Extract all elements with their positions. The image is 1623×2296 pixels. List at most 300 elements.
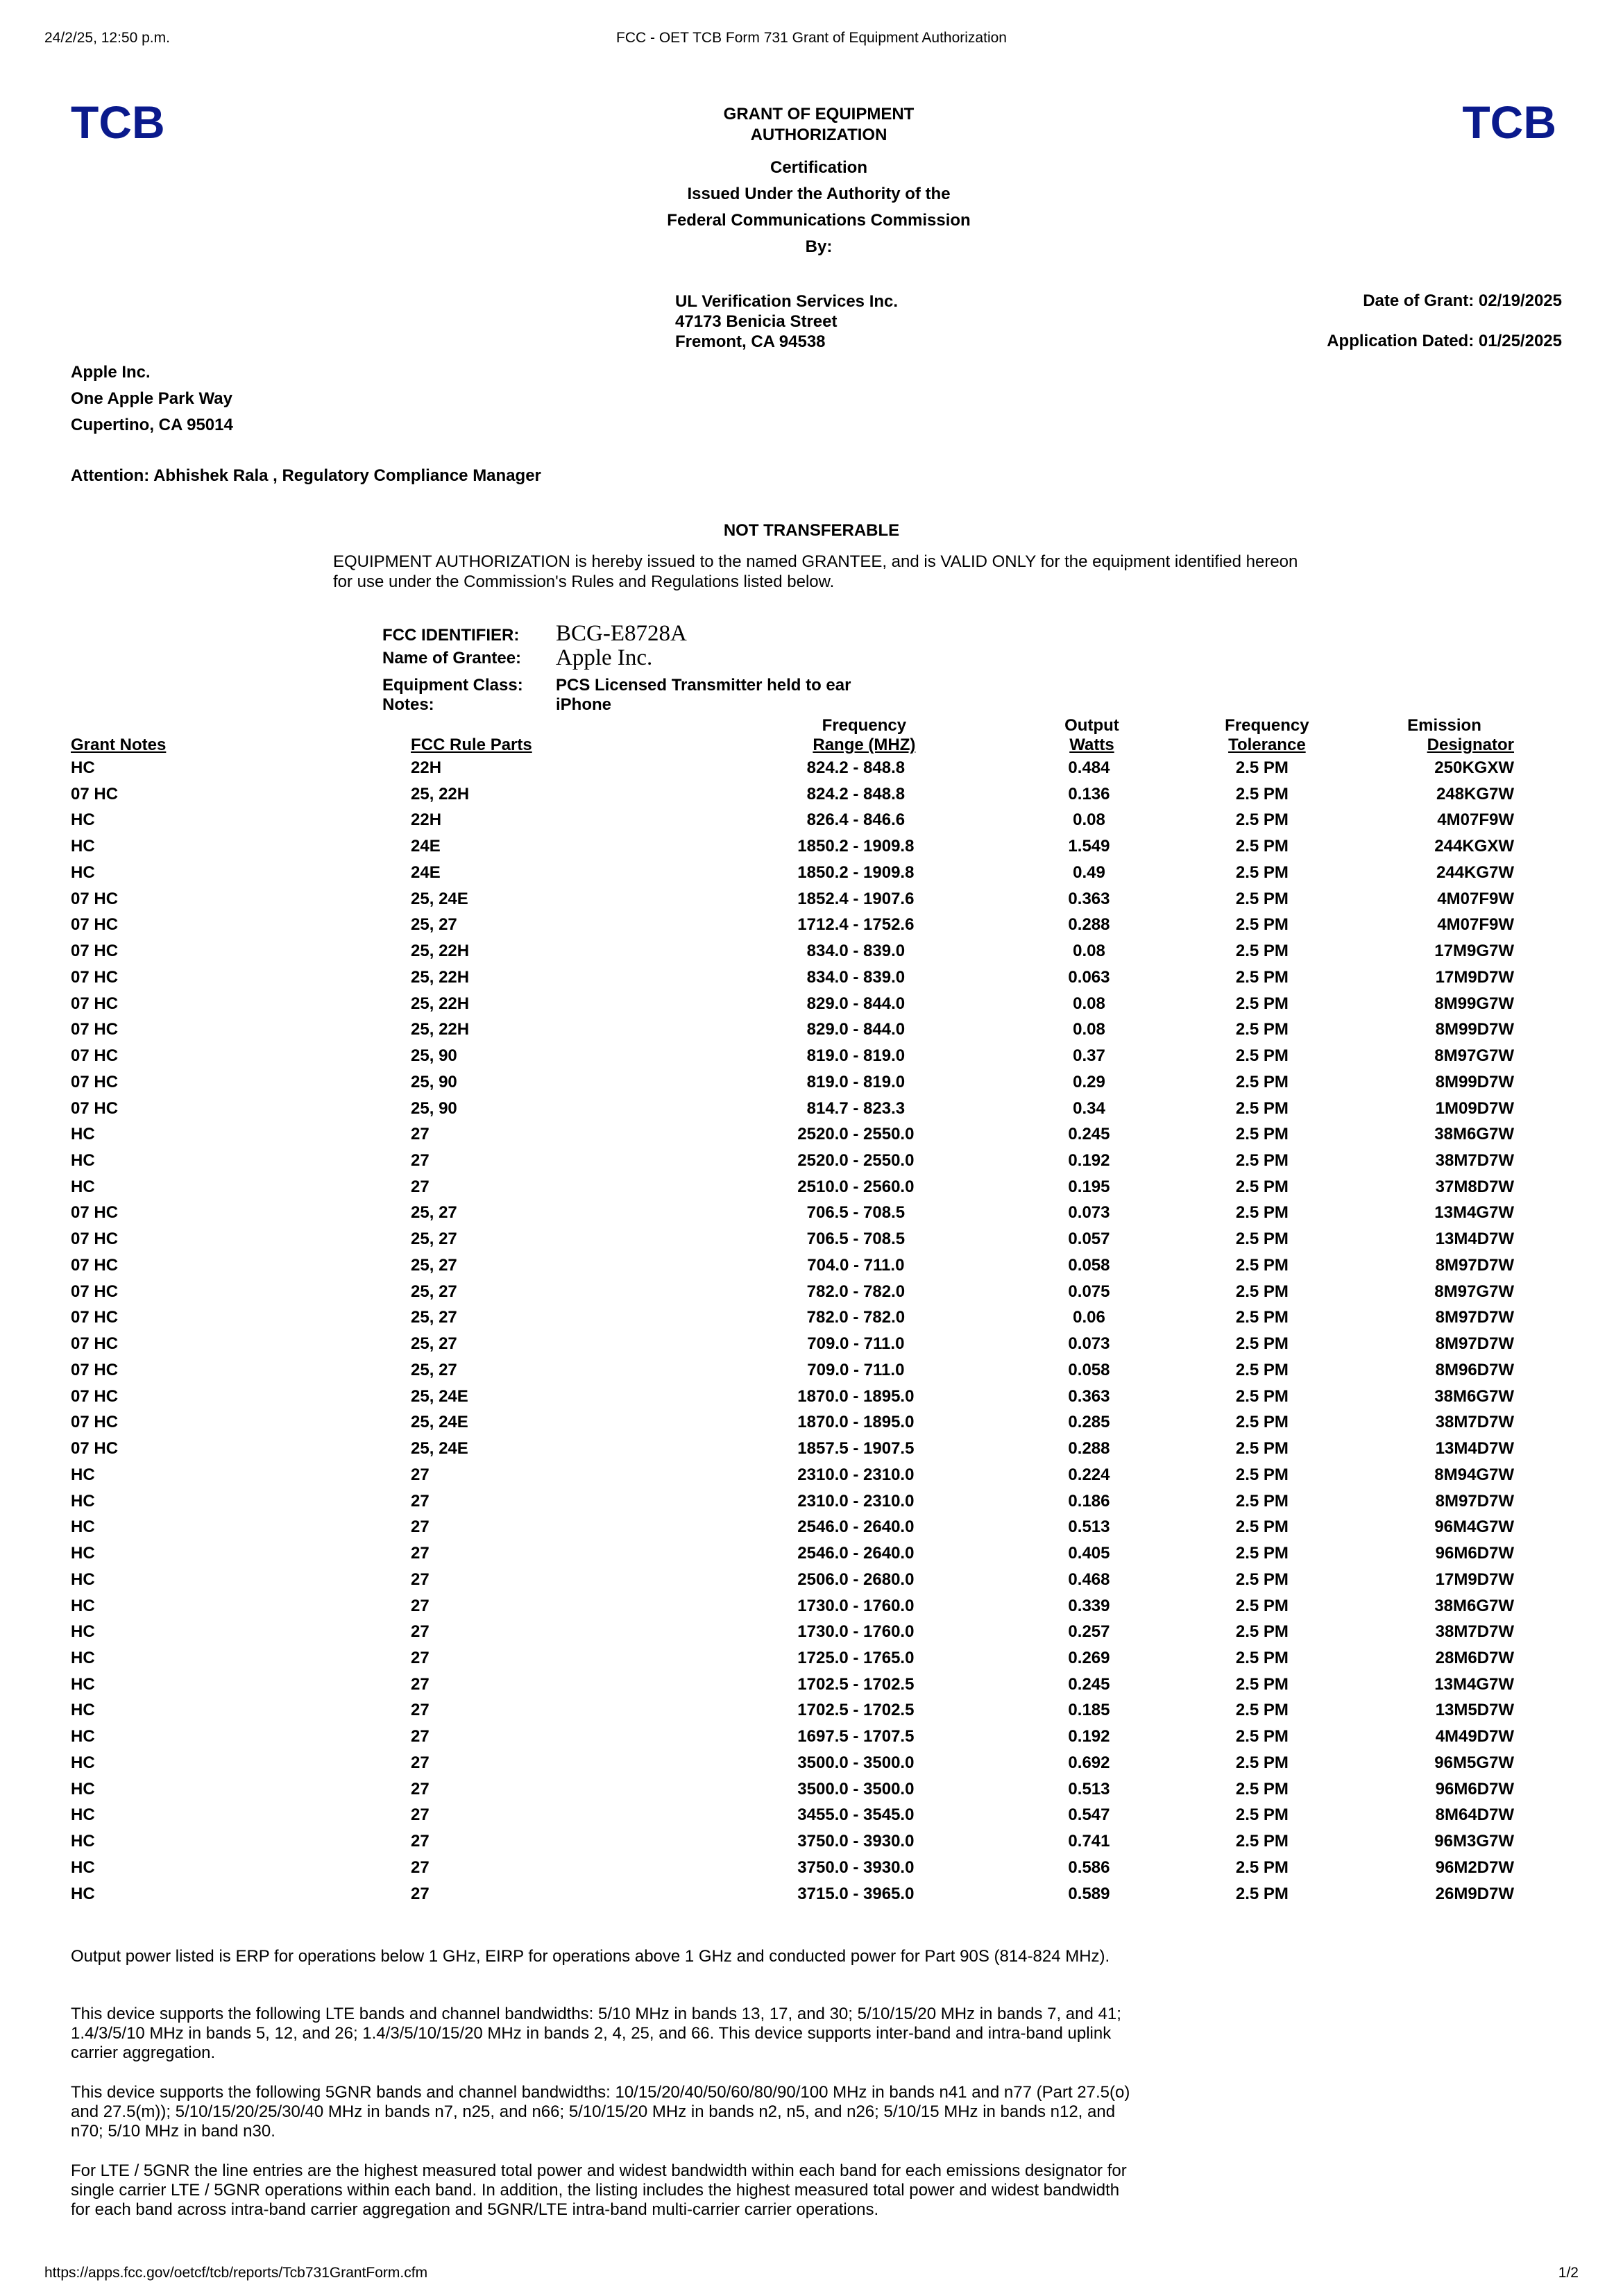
tolerance-cell: 2.5 PM	[1235, 1701, 1289, 1720]
issuer-street: 47173 Benicia Street	[675, 312, 838, 331]
emission-designator-cell: 13M4G7W	[1434, 1674, 1514, 1694]
table-row	[71, 1645, 1514, 1672]
header-output-line1: Output	[1064, 716, 1119, 735]
tolerance-cell: 2.5 PM	[1235, 1230, 1289, 1249]
table-row	[71, 1750, 1514, 1776]
emission-designator-cell: 244KGXW	[1434, 837, 1514, 856]
print-timestamp: 24/2/25, 12:50 p.m.	[44, 30, 170, 46]
output-watts-cell: 0.468	[1068, 1570, 1110, 1589]
grant-notes-cell: 07 HC	[71, 1386, 119, 1406]
rule-parts-cell: 25, 22H	[411, 784, 470, 803]
output-watts-cell: 0.08	[1073, 994, 1105, 1013]
rule-parts-cell: 25, 90	[411, 1072, 457, 1091]
tolerance-cell: 2.5 PM	[1235, 862, 1289, 882]
emission-designator-cell: 4M07F9W	[1437, 889, 1514, 908]
table-row	[71, 781, 1514, 808]
emission-designator-cell: 244KG7W	[1436, 862, 1514, 882]
emission-designator-cell: 1M09D7W	[1435, 1098, 1514, 1118]
table-row	[71, 807, 1514, 833]
table-row	[71, 1462, 1514, 1488]
tolerance-cell: 2.5 PM	[1235, 810, 1289, 830]
table-row	[71, 1776, 1514, 1803]
tcb-logo-left: TCB	[71, 96, 165, 148]
rule-parts-cell: 27	[411, 1727, 430, 1746]
tolerance-cell: 2.5 PM	[1235, 1596, 1289, 1615]
rule-parts-cell: 24E	[411, 862, 441, 882]
rule-parts-cell: 25, 27	[411, 1360, 457, 1379]
rule-parts-cell: 27	[411, 1832, 430, 1851]
rule-parts-cell: 27	[411, 1622, 430, 1642]
fcc-id-label: FCC IDENTIFIER:	[382, 626, 520, 645]
tolerance-cell: 2.5 PM	[1235, 1465, 1289, 1484]
grantee-value: Apple Inc.	[556, 645, 653, 670]
rule-parts-cell: 25, 27	[411, 1308, 457, 1327]
frequency-range-cell: 824.2 - 848.8	[806, 758, 906, 777]
output-watts-cell: 0.513	[1068, 1779, 1110, 1798]
frequency-range-cell: 834.0 - 839.0	[806, 967, 906, 987]
frequency-range-cell: 3500.0 - 3500.0	[797, 1779, 915, 1798]
authorization-statement: EQUIPMENT AUTHORIZATION is hereby issued to the named GRANTEE, and is VALID ONLY for the equipment identified hereon for use under the Commission's Rules and Regulations listed below.	[333, 552, 1298, 591]
grant-notes-cell: HC	[71, 1701, 95, 1720]
equipment-class-label: Equipment Class:	[382, 676, 523, 695]
header-frequency-range	[711, 715, 1001, 755]
grant-notes-cell: HC	[71, 1491, 95, 1511]
header-tolerance-line1: Frequency	[1225, 716, 1309, 735]
tolerance-cell: 2.5 PM	[1235, 1125, 1289, 1144]
output-watts-cell: 0.285	[1068, 1413, 1110, 1432]
table-row	[71, 1279, 1514, 1305]
tcb-logo-right: TCB	[1462, 96, 1556, 148]
output-watts-cell: 0.195	[1068, 1177, 1110, 1196]
tolerance-cell: 2.5 PM	[1235, 1832, 1289, 1851]
not-transferable-heading: NOT TRANSFERABLE	[723, 521, 900, 540]
emission-designator-cell: 8M97D7W	[1435, 1491, 1514, 1511]
output-watts-cell: 0.547	[1068, 1805, 1110, 1825]
grant-notes-cell: 07 HC	[71, 942, 119, 961]
frequency-range-cell: 2506.0 - 2680.0	[797, 1570, 915, 1589]
rule-parts-cell: 27	[411, 1125, 430, 1144]
emission-designator-cell: 96M5G7W	[1434, 1753, 1514, 1772]
table-row	[71, 833, 1514, 860]
issuer-name: UL Verification Services Inc.	[675, 292, 899, 311]
grant-title	[611, 104, 1027, 146]
emission-designator-cell: 13M5D7W	[1435, 1701, 1514, 1720]
header-emission-line1: Emission	[1407, 716, 1481, 735]
tolerance-cell: 2.5 PM	[1235, 1622, 1289, 1642]
tolerance-cell: 2.5 PM	[1235, 1177, 1289, 1196]
table-row	[71, 1724, 1514, 1750]
output-watts-cell: 0.288	[1068, 1439, 1110, 1459]
tolerance-cell: 2.5 PM	[1235, 1544, 1289, 1563]
grant-notes-cell: 07 HC	[71, 1255, 119, 1275]
table-row	[71, 1514, 1514, 1540]
tolerance-cell: 2.5 PM	[1235, 1727, 1289, 1746]
frequency-range-cell: 2546.0 - 2640.0	[797, 1544, 915, 1563]
table-row	[71, 860, 1514, 886]
certification-block	[611, 155, 1027, 260]
frequency-range-cell: 3750.0 - 3930.0	[797, 1857, 915, 1877]
output-watts-cell: 0.589	[1068, 1884, 1110, 1903]
notes-value: iPhone	[556, 695, 612, 714]
output-watts-cell: 0.339	[1068, 1596, 1110, 1615]
grant-notes-cell: HC	[71, 1779, 95, 1798]
frequency-range-cell: 1870.0 - 1895.0	[797, 1413, 915, 1432]
fcc-id-value: BCG-E8728A	[556, 621, 687, 646]
table-row	[71, 1121, 1514, 1148]
grant-notes-cell: HC	[71, 1674, 95, 1694]
rule-parts-cell: 25, 90	[411, 1098, 457, 1118]
tolerance-cell: 2.5 PM	[1235, 1779, 1289, 1798]
frequency-range-cell: 2510.0 - 2560.0	[797, 1177, 915, 1196]
issuer-city: Fremont, CA 94538	[675, 332, 826, 351]
rule-parts-cell: 27	[411, 1648, 430, 1667]
grant-notes-cell: 07 HC	[71, 1203, 119, 1223]
header-emission-line2: Designator	[1427, 735, 1514, 754]
attention-line: Attention: Abhishek Rala , Regulatory Compliance Manager	[71, 466, 541, 485]
tolerance-cell: 2.5 PM	[1235, 1072, 1289, 1091]
table-row	[71, 1828, 1514, 1855]
frequency-range-cell: 1702.5 - 1702.5	[797, 1674, 915, 1694]
note-output-power: Output power listed is ERP for operations below 1 GHz, EIRP for operations above 1 GHz and conducted power for Part 90S (814-824 MHz).	[71, 1947, 1110, 1966]
frequency-range-cell: 2310.0 - 2310.0	[797, 1491, 915, 1511]
table-row	[71, 1619, 1514, 1645]
rule-parts-cell: 25, 22H	[411, 967, 470, 987]
tolerance-cell: 2.5 PM	[1235, 1334, 1289, 1354]
output-watts-cell: 1.549	[1068, 837, 1110, 856]
grant-title-line2: AUTHORIZATION	[750, 126, 887, 144]
grant-notes-cell: 07 HC	[71, 967, 119, 987]
table-row	[71, 1252, 1514, 1279]
grantee-city: Cupertino, CA 95014	[71, 416, 233, 434]
emission-designator-cell: 38M6G7W	[1434, 1125, 1514, 1144]
grant-notes-cell: HC	[71, 758, 95, 777]
output-watts-cell: 0.192	[1068, 1727, 1110, 1746]
table-row	[71, 886, 1514, 912]
emission-designator-cell: 17M9G7W	[1434, 942, 1514, 961]
rule-parts-cell: 27	[411, 1779, 430, 1798]
frequency-range-cell: 1702.5 - 1702.5	[797, 1701, 915, 1720]
emission-designator-cell: 8M97D7W	[1435, 1334, 1514, 1354]
rule-parts-cell: 25, 22H	[411, 942, 470, 961]
frequency-range-cell: 706.5 - 708.5	[806, 1230, 906, 1249]
rule-parts-cell: 22H	[411, 758, 442, 777]
rule-parts-cell: 25, 27	[411, 1255, 457, 1275]
grant-notes-cell: HC	[71, 1125, 95, 1144]
grant-notes-cell: 07 HC	[71, 994, 119, 1013]
emission-designator-cell: 26M9D7W	[1435, 1884, 1514, 1903]
table-row	[71, 1069, 1514, 1096]
output-watts-cell: 0.741	[1068, 1832, 1110, 1851]
frequency-range-cell: 709.0 - 711.0	[807, 1334, 905, 1354]
emission-designator-cell: 8M99D7W	[1435, 1020, 1514, 1039]
frequency-range-cell: 782.0 - 782.0	[806, 1308, 906, 1327]
tolerance-cell: 2.5 PM	[1235, 889, 1289, 908]
emission-designator-cell: 8M97G7W	[1434, 1282, 1514, 1301]
tolerance-cell: 2.5 PM	[1235, 967, 1289, 987]
frequency-range-cell: 824.2 - 848.8	[806, 784, 906, 803]
table-row	[71, 1567, 1514, 1593]
output-watts-cell: 0.058	[1068, 1255, 1110, 1275]
table-row	[71, 1304, 1514, 1331]
grant-notes-cell: 07 HC	[71, 1413, 119, 1432]
frequency-range-cell: 819.0 - 819.0	[806, 1072, 906, 1091]
rule-parts-cell: 25, 24E	[411, 1439, 468, 1459]
tolerance-cell: 2.5 PM	[1235, 1491, 1289, 1511]
certification-line: Federal Communications Commission	[667, 211, 971, 230]
emission-designator-cell: 96M6D7W	[1435, 1544, 1514, 1563]
output-watts-cell: 0.363	[1068, 1386, 1110, 1406]
grant-notes-cell: HC	[71, 1517, 95, 1537]
emission-designator-cell: 8M97D7W	[1435, 1308, 1514, 1327]
certification-line: By:	[805, 237, 833, 256]
note-lte-bands: This device supports the following LTE bands and channel bandwidths: 5/10 MHz in bands 13, 17, and 30; 5/10/15/20 MHz in bands 7, and 41; 1.4/3/5/10 MHz in bands 5, 12, and 26; 1.4/3/5/10/15/20 MHz in bands 2, 4, 25, and 66. This device supports inter-band and intra-band uplink carrier aggregation.	[71, 2005, 1121, 2062]
output-watts-cell: 0.073	[1068, 1334, 1110, 1354]
header-grant-notes	[71, 715, 411, 755]
grant-title-line1: GRANT OF EQUIPMENT	[723, 105, 915, 124]
frequency-range-cell: 2310.0 - 2310.0	[797, 1465, 915, 1484]
frequency-range-cell: 706.5 - 708.5	[806, 1203, 906, 1223]
frequency-range-cell: 1712.4 - 1752.6	[797, 915, 915, 935]
output-watts-cell: 0.075	[1068, 1282, 1110, 1301]
frequency-range-cell: 3455.0 - 3545.0	[797, 1805, 915, 1825]
header-grant-notes-label: Grant Notes	[71, 735, 167, 754]
table-row	[71, 1409, 1514, 1436]
grant-notes-cell: 07 HC	[71, 1308, 119, 1327]
emission-designator-cell: 8M64D7W	[1435, 1805, 1514, 1825]
frequency-range-cell: 814.7 - 823.3	[806, 1098, 906, 1118]
header-output-watts	[1001, 715, 1177, 755]
header-frequency-line1: Frequency	[822, 716, 907, 735]
grant-notes-cell: HC	[71, 1884, 95, 1903]
table-row	[71, 1043, 1514, 1069]
rule-parts-cell: 27	[411, 1517, 430, 1537]
rule-parts-cell: 25, 24E	[411, 1386, 468, 1406]
grantee-address	[71, 359, 233, 439]
grant-notes-cell: 07 HC	[71, 1072, 119, 1091]
table-row	[71, 1855, 1514, 1881]
grant-notes-cell: HC	[71, 1177, 95, 1196]
output-watts-cell: 0.058	[1068, 1360, 1110, 1379]
frequency-range-cell: 1852.4 - 1907.6	[797, 889, 915, 908]
tolerance-cell: 2.5 PM	[1235, 1282, 1289, 1301]
emission-designator-cell: 38M6G7W	[1434, 1596, 1514, 1615]
rule-parts-cell: 22H	[411, 810, 442, 830]
output-watts-cell: 0.37	[1073, 1046, 1105, 1066]
table-row	[71, 755, 1514, 781]
issuer-address	[675, 291, 898, 352]
emission-designator-cell: 96M4G7W	[1434, 1517, 1514, 1537]
certification-line: Certification	[770, 158, 867, 177]
grant-notes-cell: 07 HC	[71, 1282, 119, 1301]
header-frequency-line2: Range (MHZ)	[813, 735, 916, 754]
output-watts-cell: 0.08	[1073, 810, 1105, 830]
table-row	[71, 1881, 1514, 1907]
output-watts-cell: 0.29	[1073, 1072, 1105, 1091]
table-row	[71, 1540, 1514, 1567]
emission-designator-cell: 8M97G7W	[1434, 1046, 1514, 1066]
frequency-range-cell: 3715.0 - 3965.0	[797, 1884, 915, 1903]
rule-parts-cell: 25, 24E	[411, 889, 468, 908]
emission-designator-cell: 8M97D7W	[1435, 1255, 1514, 1275]
emission-designator-cell: 17M9D7W	[1435, 967, 1514, 987]
grant-notes-cell: HC	[71, 1857, 95, 1877]
rule-parts-cell: 25, 27	[411, 1282, 457, 1301]
tolerance-cell: 2.5 PM	[1235, 837, 1289, 856]
emission-designator-cell: 13M4G7W	[1434, 1203, 1514, 1223]
table-row	[71, 1697, 1514, 1724]
tolerance-cell: 2.5 PM	[1235, 915, 1289, 935]
output-watts-cell: 0.269	[1068, 1648, 1110, 1667]
grant-notes-cell: 07 HC	[71, 889, 119, 908]
tolerance-cell: 2.5 PM	[1235, 1203, 1289, 1223]
rule-parts-cell: 27	[411, 1884, 430, 1903]
rule-parts-cell: 25, 27	[411, 1334, 457, 1354]
equipment-class-value: PCS Licensed Transmitter held to ear	[556, 676, 851, 695]
frequency-range-cell: 3750.0 - 3930.0	[797, 1832, 915, 1851]
header-tolerance-line2: Tolerance	[1228, 735, 1306, 754]
grant-notes-cell: HC	[71, 1753, 95, 1772]
output-watts-cell: 0.513	[1068, 1517, 1110, 1537]
application-dated: Application Dated: 01/25/2025	[1327, 332, 1562, 350]
grant-notes-cell: 07 HC	[71, 1020, 119, 1039]
rule-parts-cell: 27	[411, 1544, 430, 1563]
table-row	[71, 1174, 1514, 1200]
output-watts-cell: 0.257	[1068, 1622, 1110, 1642]
grant-notes-cell: 07 HC	[71, 1230, 119, 1249]
print-page-title: FCC - OET TCB Form 731 Grant of Equipment Authorization	[616, 30, 1007, 46]
tolerance-cell: 2.5 PM	[1235, 758, 1289, 777]
output-watts-cell: 0.692	[1068, 1753, 1110, 1772]
emission-designator-cell: 96M2D7W	[1435, 1857, 1514, 1877]
certification-line: Issued Under the Authority of the	[687, 185, 951, 203]
tolerance-cell: 2.5 PM	[1235, 1439, 1289, 1459]
header-frequency-tolerance	[1178, 715, 1347, 755]
output-watts-cell: 0.363	[1068, 889, 1110, 908]
grant-notes-cell: HC	[71, 1596, 95, 1615]
grant-notes-cell: 07 HC	[71, 1439, 119, 1459]
grantee-label: Name of Grantee:	[382, 649, 522, 667]
grantee-street: One Apple Park Way	[71, 389, 232, 408]
grant-notes-cell: HC	[71, 1727, 95, 1746]
print-page-number: 1/2	[1558, 2265, 1579, 2281]
table-row	[71, 1200, 1514, 1226]
output-watts-cell: 0.063	[1068, 967, 1110, 987]
rule-parts-cell: 25, 24E	[411, 1413, 468, 1432]
tolerance-cell: 2.5 PM	[1235, 1308, 1289, 1327]
frequency-range-cell: 1730.0 - 1760.0	[797, 1622, 915, 1642]
grant-notes-cell: HC	[71, 1544, 95, 1563]
grant-notes-cell: HC	[71, 1570, 95, 1589]
table-row	[71, 991, 1514, 1017]
output-watts-cell: 0.057	[1068, 1230, 1110, 1249]
table-row	[71, 964, 1514, 991]
grant-notes-cell: 07 HC	[71, 1098, 119, 1118]
output-watts-cell: 0.073	[1068, 1203, 1110, 1223]
emission-designator-cell: 28M6D7W	[1435, 1648, 1514, 1667]
frequency-range-cell: 1857.5 - 1907.5	[797, 1439, 915, 1459]
tolerance-cell: 2.5 PM	[1235, 942, 1289, 961]
table-row	[71, 1017, 1514, 1043]
output-watts-cell: 0.245	[1068, 1125, 1110, 1144]
frequency-range-cell: 2520.0 - 2550.0	[797, 1125, 915, 1144]
rule-parts-cell: 25, 27	[411, 915, 457, 935]
output-watts-cell: 0.484	[1068, 758, 1110, 777]
table-row	[71, 1331, 1514, 1357]
table-row	[71, 1593, 1514, 1619]
note-measurement-method: For LTE / 5GNR the line entries are the highest measured total power and widest bandwidth within each band for each emissions designator for single carrier LTE / 5GNR operations within each band. In addition, the listing includes the highest measured total power and widest bandwidth for each band across intra-band carrier aggregation and 5GNR/LTE intra-band multi-carrier carrier operations.	[71, 2161, 1127, 2219]
emission-designator-cell: 8M94G7W	[1434, 1465, 1514, 1484]
output-watts-cell: 0.405	[1068, 1544, 1110, 1563]
table-row	[71, 1672, 1514, 1698]
frequency-range-cell: 1697.5 - 1707.5	[797, 1727, 915, 1746]
grantee-name: Apple Inc.	[71, 363, 151, 382]
output-watts-cell: 0.192	[1068, 1151, 1110, 1171]
tolerance-cell: 2.5 PM	[1235, 1360, 1289, 1379]
frequency-range-cell: 1850.2 - 1909.8	[797, 862, 915, 882]
rule-parts-cell: 27	[411, 1753, 430, 1772]
rule-parts-cell: 25, 22H	[411, 994, 470, 1013]
grant-notes-cell: 07 HC	[71, 784, 119, 803]
table-row	[71, 1148, 1514, 1174]
emission-designator-cell: 38M7D7W	[1435, 1151, 1514, 1171]
tolerance-cell: 2.5 PM	[1235, 1857, 1289, 1877]
output-watts-cell: 0.136	[1068, 784, 1110, 803]
grant-notes-cell: HC	[71, 810, 95, 830]
tolerance-cell: 2.5 PM	[1235, 1674, 1289, 1694]
output-watts-cell: 0.06	[1073, 1308, 1105, 1327]
tolerance-cell: 2.5 PM	[1235, 994, 1289, 1013]
output-watts-cell: 0.34	[1073, 1098, 1105, 1118]
grant-notes-cell: 07 HC	[71, 915, 119, 935]
tolerance-cell: 2.5 PM	[1235, 1884, 1289, 1903]
rule-parts-cell: 27	[411, 1596, 430, 1615]
tolerance-cell: 2.5 PM	[1235, 1517, 1289, 1537]
rule-parts-cell: 27	[411, 1151, 430, 1171]
table-row	[71, 1096, 1514, 1122]
frequency-range-cell: 2546.0 - 2640.0	[797, 1517, 915, 1537]
grant-notes-cell: HC	[71, 1622, 95, 1642]
frequency-range-cell: 1870.0 - 1895.0	[797, 1386, 915, 1406]
rule-parts-cell: 27	[411, 1570, 430, 1589]
emission-designator-cell: 8M99D7W	[1435, 1072, 1514, 1091]
emission-designator-cell: 248KG7W	[1436, 784, 1514, 803]
emission-designator-cell: 37M8D7W	[1435, 1177, 1514, 1196]
grant-notes-cell: HC	[71, 1832, 95, 1851]
tolerance-cell: 2.5 PM	[1235, 1386, 1289, 1406]
emission-designator-cell: 38M6G7W	[1434, 1386, 1514, 1406]
emission-designator-cell: 38M7D7W	[1435, 1622, 1514, 1642]
output-watts-cell: 0.08	[1073, 1020, 1105, 1039]
tolerance-cell: 2.5 PM	[1235, 1098, 1289, 1118]
rule-parts-cell: 27	[411, 1491, 430, 1511]
output-watts-cell: 0.185	[1068, 1701, 1110, 1720]
grant-notes-cell: 07 HC	[71, 1046, 119, 1066]
grant-notes-cell: HC	[71, 1648, 95, 1667]
emission-designator-cell: 4M07F9W	[1437, 810, 1514, 830]
tolerance-cell: 2.5 PM	[1235, 1570, 1289, 1589]
tolerance-cell: 2.5 PM	[1235, 1020, 1289, 1039]
rule-parts-cell: 27	[411, 1701, 430, 1720]
grant-notes-cell: 07 HC	[71, 1334, 119, 1354]
note-5gnr-bands: This device supports the following 5GNR bands and channel bandwidths: 10/15/20/40/50/60/80/90/100 MHz in bands n41 and n77 (Part 27.5(o) and 27.5(m)); 5/10/15/20/25/30/40 MHz in bands n7, n25, and n66; 5/10/15/20 MHz in bands n2, n5, and n26; 5/10/15 MHz in bands n12, and n70; 5/10 MHz in band n30.	[71, 2083, 1130, 2141]
frequency-range-cell: 709.0 - 711.0	[807, 1360, 905, 1379]
emission-designator-cell: 13M4D7W	[1435, 1230, 1514, 1249]
emission-designator-cell: 250KGXW	[1434, 758, 1514, 777]
grant-notes-cell: 07 HC	[71, 1360, 119, 1379]
tolerance-cell: 2.5 PM	[1235, 784, 1289, 803]
grant-notes-cell: HC	[71, 837, 95, 856]
rule-parts-cell: 25, 27	[411, 1230, 457, 1249]
